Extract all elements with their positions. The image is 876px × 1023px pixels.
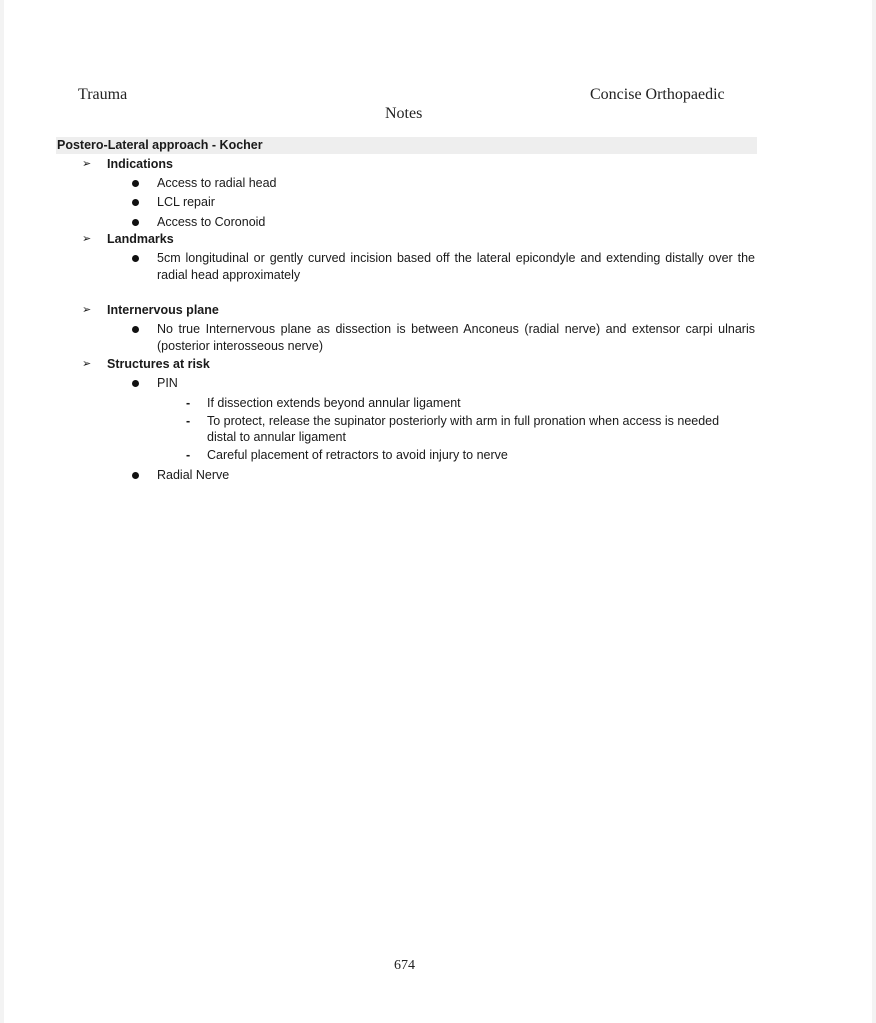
dash-bullet-icon: - — [186, 448, 191, 462]
bullet-icon — [132, 472, 139, 479]
dash-bullet-icon: - — [186, 414, 191, 428]
bullet-icon — [132, 326, 139, 333]
arrow-bullet-icon: ➢ — [82, 158, 92, 170]
page-number: 674 — [394, 958, 415, 973]
bullet-icon — [132, 380, 139, 387]
arrow-bullet-icon: ➢ — [82, 358, 92, 370]
header-right: Concise Orthopaedic — [590, 86, 725, 103]
bullet-icon — [132, 255, 139, 262]
document-page: Trauma Concise Orthopaedic Notes Postero-Lateral approach - Kocher ➢ Indications Access to radial head LCL repair Access to Coronoid ➢ Landmarks 5cm longitudinal or gently curved incision based off the lateral epicondyle and extending distally over the radial head approximately ➢ Internervous plane No true Internervous plane as dissection is between Anconeus (radial nerve) and extensor carpi ulnaris (posterior interosseous nerve) ➢ Structures at risk PIN - If dissection extends beyond annular ligament - To protect, release the supinator posteriorly with arm in full pronation when access is needed distal to annular ligament - Careful placement of retractors to avoid injury to nerve Radial Nerve 674 — [4, 0, 872, 1023]
dash-bullet-icon: - — [186, 396, 191, 410]
header-left: Trauma — [78, 86, 128, 103]
arrow-bullet-icon: ➢ — [82, 304, 92, 316]
section-title: Postero-Lateral approach - Kocher — [56, 137, 757, 154]
bullet-icon — [132, 199, 139, 206]
bullet-icon — [132, 180, 139, 187]
arrow-bullet-icon: ➢ — [82, 233, 92, 245]
bullet-icon — [132, 219, 139, 226]
header-center: Notes — [385, 105, 423, 122]
